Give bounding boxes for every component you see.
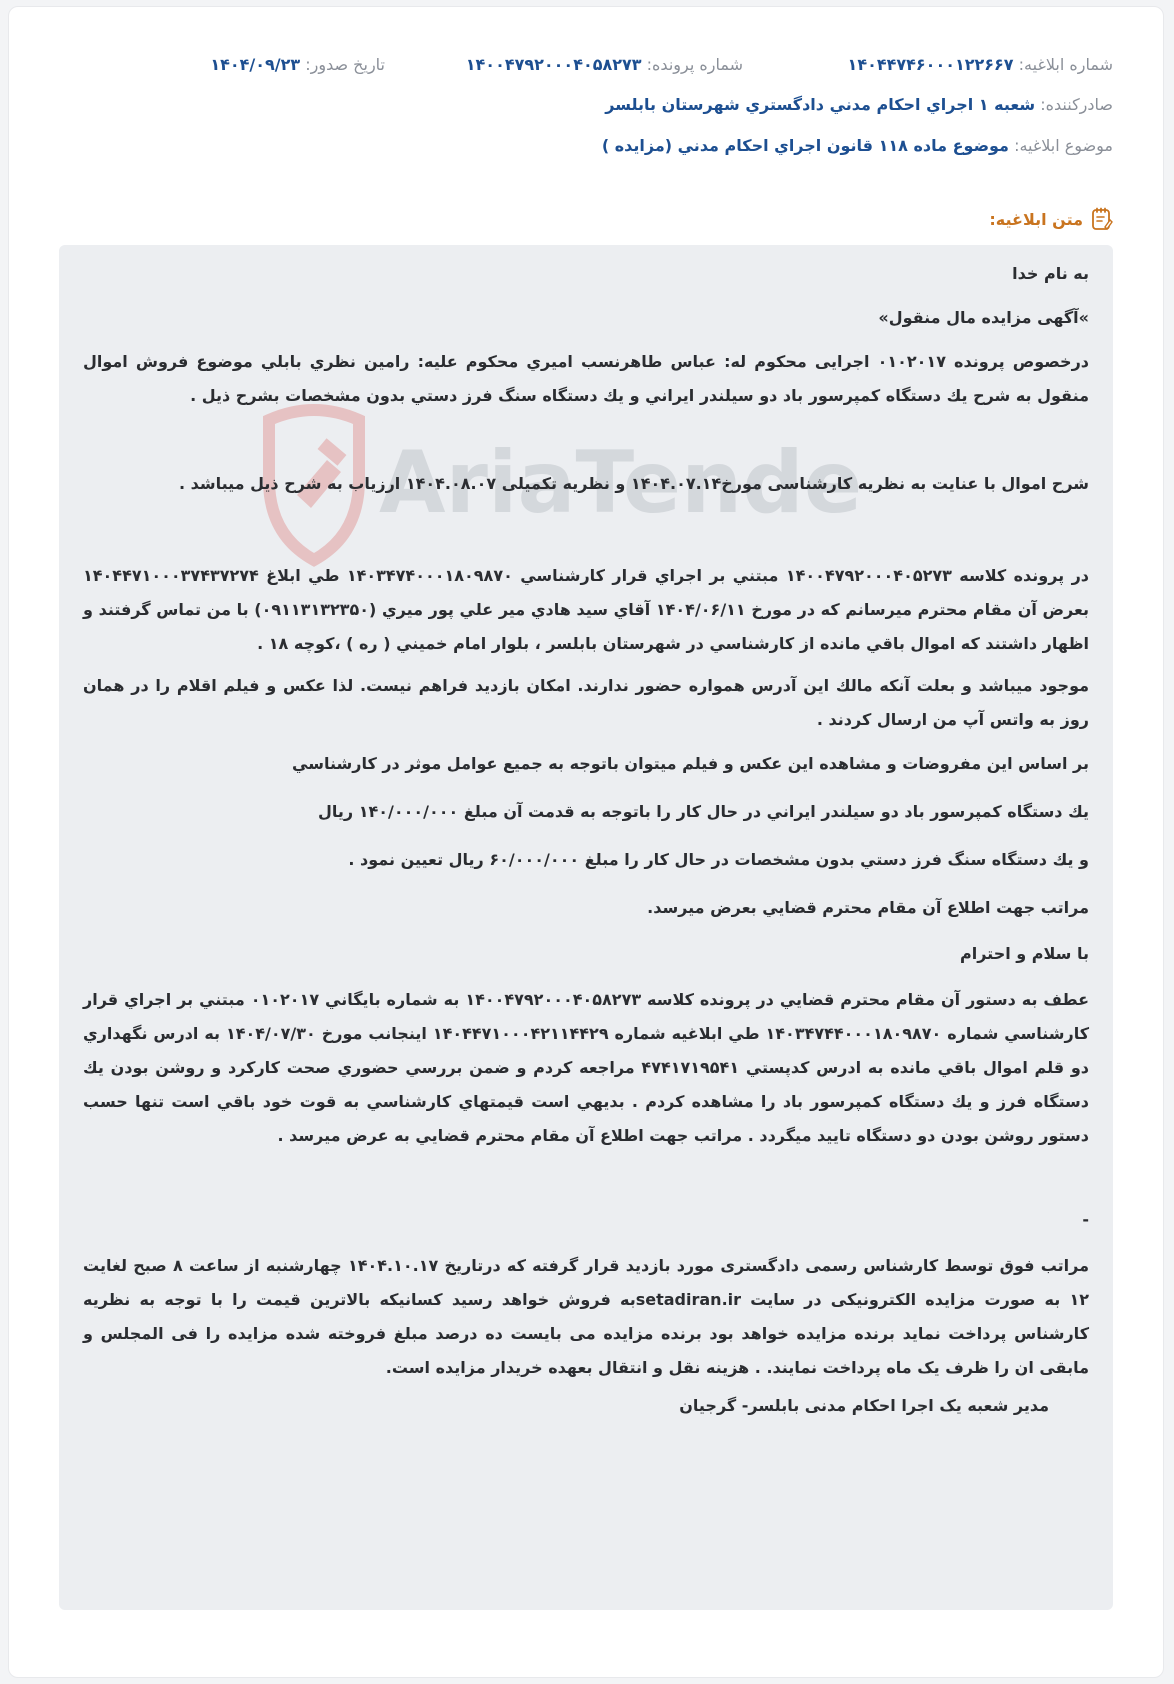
para-expert-report: در پرونده کلاسه ۱۴۰۰۴۷۹۲۰۰۰۴۰۵۲۷۳ مبتني بر اجراي قرار کارشناسي ۱۴۰۳۴۷۴۰۰۰۱۸۰۹۸۷۰ طي ابلاغ ۱۴۰۴۴۷۱۰۰۰۳۷۴۳۷۲۷۴ بعرض آن مقام محترم ميرسانم که در مورخ ۱۴۰۴/۰۶/۱۱ آقاي سيد هادي مير علي پور ميري (۰۹۱۱۳۱۳۲۳۵۰) با من تماس گرفتند و اظهار داشتند که اموال باقي مانده از کارشناسي در شهرستان بابلسر ، بلوار امام خميني ( ره ) ،کوچه ۱۸ . (83, 566, 1090, 653)
notice-text-title: متن ابلاغیه: (989, 209, 1083, 229)
para-separator: - (1082, 1210, 1089, 1229)
case-number (466, 55, 743, 74)
subject-label: موضوع ابلاغیه: (1014, 136, 1113, 155)
para-visit-note: موجود ميباشد و بعلت آنکه مالك اين آدرس همواره حضور ندارند. امکان بازديد فراهم نيست. لذا عکس و فيلم اقلام را در همان روز به واتس آپ من ارسال کردند . (83, 676, 1089, 729)
notice-text-heading (989, 207, 1113, 231)
para-signature: مدیر شعبه یک اجرا احکام مدنی بابلسر- گرجیان (679, 1396, 1049, 1415)
issue-date-value: ۱۴۰۴/۰۹/۲۳ (210, 55, 301, 74)
notice-number (848, 55, 1113, 74)
para-salutation: با سلام و احترام (960, 944, 1089, 963)
para-greeting: به نام خدا (1012, 264, 1089, 283)
para-assessment-intro: شرح اموال با عنایت به نظریه کارشناسی مورخ۱۴۰۴.۰۷.۱۴ و نظريه تکميلی ۱۴۰۴.۰۸.۰۷ ارزیاب به شرح ذیل میباشد . (178, 474, 1089, 493)
para-case-intro: درخصوص پرونده ۰۱۰۲۰۱۷ اجرایی محکوم له: عباس طاهرنسب اميري محکوم عليه: رامين نظري بابلي موضوع فروش اموال منقول به شرح يك دستگاه کمپرسور باد دو سيلندر ايراني و يك دستگاه سنگ فرز دستي بدون مشخصات بشرح ذيل . (83, 352, 1090, 405)
watermark-text: AriaTende (379, 433, 863, 533)
subject-row (59, 136, 1113, 155)
para-item-compressor: يك دستگاه کمپرسور باد دو سيلندر ايراني در حال کار را باتوجه به قدمت آن مبلغ ۱۴۰/۰۰۰/۰۰۰ ريال (318, 802, 1089, 821)
notice-body (59, 245, 1113, 1610)
issuer-row (59, 95, 1113, 114)
issuer-label: صادرکننده: (1040, 95, 1113, 114)
para-auction-details: مراتب فوق توسط کارشناس رسمی دادگستری مورد بازدید قرار گرفته که درتاریخ ۱۴۰۴.۱۰.۱۷ چهارشنبه از ساعت ۸ صبح لغایت ۱۲ به صورت مزایده الکترونیکی در سایت setadiran.irبه فروش خواهد رسید کسانیکه بالاترین قیمت را با توجه به نظریه کارشناس پرداخت نماید برنده مزایده خواهد بود برنده مزایده می بایست ده درصد مبلغ فروخته شده مزایده را فی المجلس و مابقی ان را ظرف یک ماه پرداخت نمایند. . هزینه نقل و انتقال بعهده خریدار مزایده است. (83, 1256, 1089, 1377)
para-ad-title: »آگهی مزایده مال منقول» (878, 308, 1089, 327)
notice-number-label: شماره ابلاغیه: (1018, 55, 1113, 74)
para-supplementary-report: عطف به دستور آن مقام محترم قضايي در پرونده کلاسه ۱۴۰۰۴۷۹۲۰۰۰۴۰۵۸۲۷۳ به شماره بايگاني ۰۱۰۲۰۱۷ مبتني بر اجراي قرار کارشناسي شماره ۱۴۰۳۴۷۴۴۰۰۰۱۸۰۹۸۷۰ طي ابلاغيه شماره ۱۴۰۴۴۷۱۰۰۰۴۲۱۱۴۴۲۹ اينجانب مورخ ۱۴۰۴/۰۷/۳۰ به ادرس نگهداري دو قلم اموال باقي مانده به ادرس کدپستي ۴۷۴۱۷۱۹۵۴۱ مراجعه کردم و ضمن بررسي حضوري صحت کارکرد و روشن بودن يك دستگاه فرز و يك دستگاه کمپرسور باد را مشاهده کردم . بديهي است قيمتهاي کارشناسي به قوت خود باقي است تنها حسب دستور روشن بودن دو دستگاه تاييد ميگردد . مراتب جهت اطلاع آن مقام محترم قضايي به عرض ميرسد . (83, 990, 1090, 1145)
issue-date (210, 55, 385, 74)
subject-value: موضوع ماده ۱۱۸ قانون اجراي احکام مدني (مزايده ) (601, 136, 1009, 155)
case-number-label: شماره پرونده: (646, 55, 743, 74)
para-submission: مراتب جهت اطلاع آن مقام محترم قضايي بعرض ميرسد. (647, 898, 1089, 917)
issue-date-label: تاریخ صدور: (305, 55, 385, 74)
case-number-value: ۱۴۰۰۴۷۹۲۰۰۰۴۰۵۸۲۷۳ (465, 55, 642, 74)
issuer-value: شعبه ۱ اجراي احکام مدني دادگستري شهرستان بابلسر (605, 95, 1036, 114)
notice-card (8, 6, 1164, 1678)
para-item-grinder: و يك دستگاه سنگ فرز دستي بدون مشخصات در حال کار را مبلغ ۶۰/۰۰۰/۰۰۰ ريال تعيين نمود . (348, 850, 1089, 869)
para-basis: بر اساس اين مفروضات و مشاهده اين عکس و فيلم ميتوان باتوجه به جميع عوامل موثر در کارشناسي (292, 754, 1089, 773)
notice-number-value: ۱۴۰۴۴۷۴۶۰۰۰۱۲۲۶۶۷ (847, 55, 1014, 74)
document-edit-icon (1091, 207, 1113, 231)
